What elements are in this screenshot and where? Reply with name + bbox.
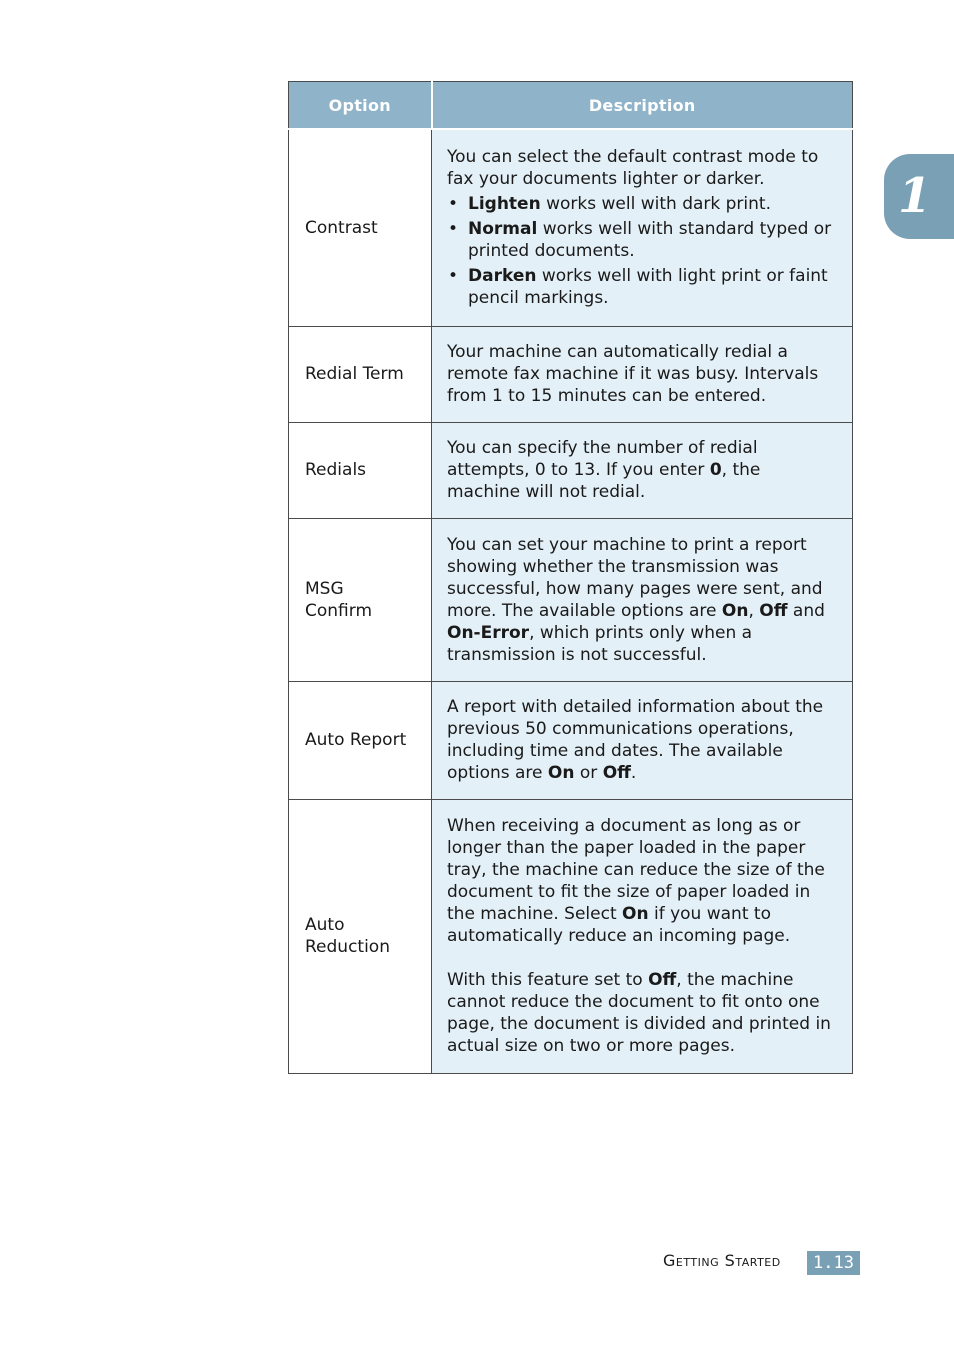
option-name-line: MSG (305, 578, 344, 599)
column-header-option: Option (289, 82, 432, 130)
option-name: Redial Term (305, 364, 404, 384)
bullet-term: Lighten (468, 194, 541, 215)
text-run: . (630, 763, 637, 783)
text-run: and (787, 600, 825, 621)
description-text: You can select the default contrast mode to fax your documents lighter or darker. (447, 147, 819, 190)
option-name: Redials (305, 460, 367, 480)
bold-term: On (622, 904, 649, 924)
text-run: , (748, 600, 760, 621)
bold-term: Off (648, 970, 677, 990)
column-header-description: Description (432, 82, 853, 130)
description-cell (432, 799, 853, 1073)
table-header-row (289, 82, 853, 130)
chapter-tab (884, 154, 954, 239)
text-run: When receiving a document as long as or longer than the paper loaded in the paper tray, the machine can reduce the size of the document to fit the size of paper loaded in the machine. Select (447, 816, 825, 924)
list-item (447, 218, 832, 262)
option-cell (289, 129, 432, 326)
text-run: A report with detailed information about the previous 50 communications operations, including time and dates. The available options are (447, 697, 824, 783)
description-cell (432, 422, 853, 518)
table-row (289, 681, 853, 799)
description-cell (432, 129, 853, 326)
bullet-text: works well with light print or faint pencil markings. (468, 266, 828, 309)
page-number: 1.13 (807, 1251, 860, 1275)
option-name-line: Confirm (305, 600, 373, 621)
table-row (289, 518, 853, 681)
text-run: or (574, 763, 603, 783)
text-run: , the machine will not redial. (447, 460, 761, 502)
bold-term: On (721, 600, 749, 621)
option-name-line: Reduction (305, 937, 390, 957)
description-text (447, 534, 832, 666)
chapter-number: 1 (898, 168, 932, 224)
list-item (447, 265, 832, 309)
option-name-line: Auto (305, 915, 345, 935)
bullet-list (447, 193, 832, 309)
text-run: You can specify the number of redial attempts, 0 to 13. If you enter (447, 438, 758, 480)
bold-term: On (547, 763, 575, 783)
bullet-text: works well with dark print. (540, 194, 771, 215)
bold-term: On-Error (447, 622, 530, 643)
text-run: , the machine cannot reduce the document to fit onto one page, the document is divided and printed in actual size on two or more pages. (447, 970, 831, 1056)
option-name: Auto Report (305, 730, 407, 750)
text-run: With this feature set to (447, 970, 649, 990)
option-cell (289, 518, 432, 681)
description-text: Your machine can automatically redial a remote fax machine if it was busy. Intervals from 1 to 15 minutes can be entered. (447, 342, 819, 406)
description-cell (432, 326, 853, 422)
footer-section-label: Getting Started (663, 1251, 781, 1270)
option-cell (289, 799, 432, 1073)
table-row (289, 129, 853, 326)
bullet-text: works well with standard typed or printed documents. (468, 219, 832, 262)
list-item (447, 193, 832, 215)
table-row (289, 799, 853, 1073)
description-cell (432, 518, 853, 681)
description-text (447, 696, 832, 784)
bold-term: Off (602, 763, 631, 783)
text-run: , which prints only when a transmission is not successful. (447, 622, 753, 665)
bullet-term: Normal (468, 219, 538, 240)
description-paragraph (447, 815, 832, 947)
text-run: You can set your machine to print a report showing whether the transmission was successful, how many pages were sent, and more. The available options are (447, 534, 823, 621)
option-cell (289, 422, 432, 518)
table-row (289, 422, 853, 518)
description-text (447, 437, 832, 503)
bullet-term: Darken (468, 266, 537, 287)
bold-term: Off (759, 600, 788, 621)
option-cell (289, 326, 432, 422)
bold-term: 0 (709, 460, 722, 480)
description-cell (432, 681, 853, 799)
option-name: Contrast (305, 217, 378, 238)
table-row (289, 326, 853, 422)
options-table (288, 81, 853, 1074)
option-cell (289, 681, 432, 799)
description-paragraph (447, 969, 832, 1057)
text-run: if you want to automatically reduce an incoming page. (447, 904, 791, 946)
